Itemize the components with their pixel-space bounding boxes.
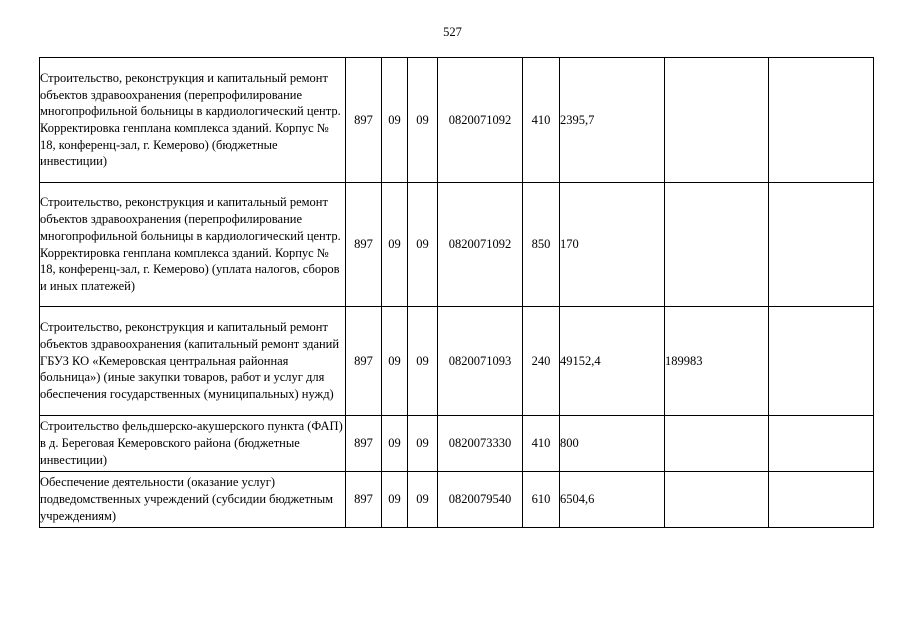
amount-3 <box>769 58 874 183</box>
row-description: Строительство, реконструкция и капитальный ремонт объектов здравоохранения (капитальный ремонт зданий ГБУЗ КО «Кемеровская центральная районная больница») (иные закупки товаров, работ и услуг для обеспечения государственных (муниципальных) нужд) <box>40 307 346 416</box>
table-row <box>40 307 874 416</box>
amount-1: 2395,7 <box>560 58 665 183</box>
subsection-code: 09 <box>408 416 438 472</box>
subsection-code: 09 <box>408 307 438 416</box>
amount-3 <box>769 307 874 416</box>
target-article-code: 0820073330 <box>438 416 523 472</box>
amount-2 <box>665 416 769 472</box>
section-code: 09 <box>382 307 408 416</box>
section-code: 09 <box>382 58 408 183</box>
row-description: Строительство, реконструкция и капитальный ремонт объектов здравоохранения (перепрофилирование многопрофильной больницы в кардиологический центр. Корректировка генплана комплекса зданий. Корпус № 18, конференц-зал, г. Кемерово) (бюджетные инвестиции) <box>40 58 346 183</box>
amount-1: 800 <box>560 416 665 472</box>
ministry-code: 897 <box>346 58 382 183</box>
section-code: 09 <box>382 472 408 528</box>
target-article-code: 0820079540 <box>438 472 523 528</box>
ministry-code: 897 <box>346 183 382 307</box>
target-article-code: 0820071092 <box>438 58 523 183</box>
amount-2 <box>665 183 769 307</box>
subsection-code: 09 <box>408 472 438 528</box>
table-row <box>40 472 874 528</box>
table-row <box>40 183 874 307</box>
amount-2 <box>665 58 769 183</box>
subsection-code: 09 <box>408 58 438 183</box>
table-row <box>40 58 874 183</box>
expense-type-code: 240 <box>523 307 560 416</box>
budget-table <box>39 57 874 528</box>
row-description: Строительство фельдшерско-акушерского пункта (ФАП) в д. Береговая Кемеровского района (бюджетные инвестиции) <box>40 416 346 472</box>
section-code: 09 <box>382 416 408 472</box>
expense-type-code: 410 <box>523 416 560 472</box>
ministry-code: 897 <box>346 472 382 528</box>
table-row <box>40 416 874 472</box>
page-number: 527 <box>443 25 462 39</box>
amount-2: 189983 <box>665 307 769 416</box>
ministry-code: 897 <box>346 307 382 416</box>
row-description: Строительство, реконструкция и капитальный ремонт объектов здравоохранения (перепрофилирование многопрофильной больницы в кардиологический центр. Корректировка генплана комплекса зданий. Корпус № 18, конференц-зал, г. Кемерово) (уплата налогов, сборов и иных платежей) <box>40 183 346 307</box>
section-code: 09 <box>382 183 408 307</box>
target-article-code: 0820071092 <box>438 183 523 307</box>
target-article-code: 0820071093 <box>438 307 523 416</box>
expense-type-code: 850 <box>523 183 560 307</box>
amount-3 <box>769 472 874 528</box>
row-description: Обеспечение деятельности (оказание услуг) подведомственных учреждений (субсидии бюджетным учреждениям) <box>40 472 346 528</box>
ministry-code: 897 <box>346 416 382 472</box>
subsection-code: 09 <box>408 183 438 307</box>
amount-1: 170 <box>560 183 665 307</box>
expense-type-code: 410 <box>523 58 560 183</box>
amount-1: 6504,6 <box>560 472 665 528</box>
amount-2 <box>665 472 769 528</box>
amount-3 <box>769 416 874 472</box>
amount-1: 49152,4 <box>560 307 665 416</box>
expense-type-code: 610 <box>523 472 560 528</box>
amount-3 <box>769 183 874 307</box>
